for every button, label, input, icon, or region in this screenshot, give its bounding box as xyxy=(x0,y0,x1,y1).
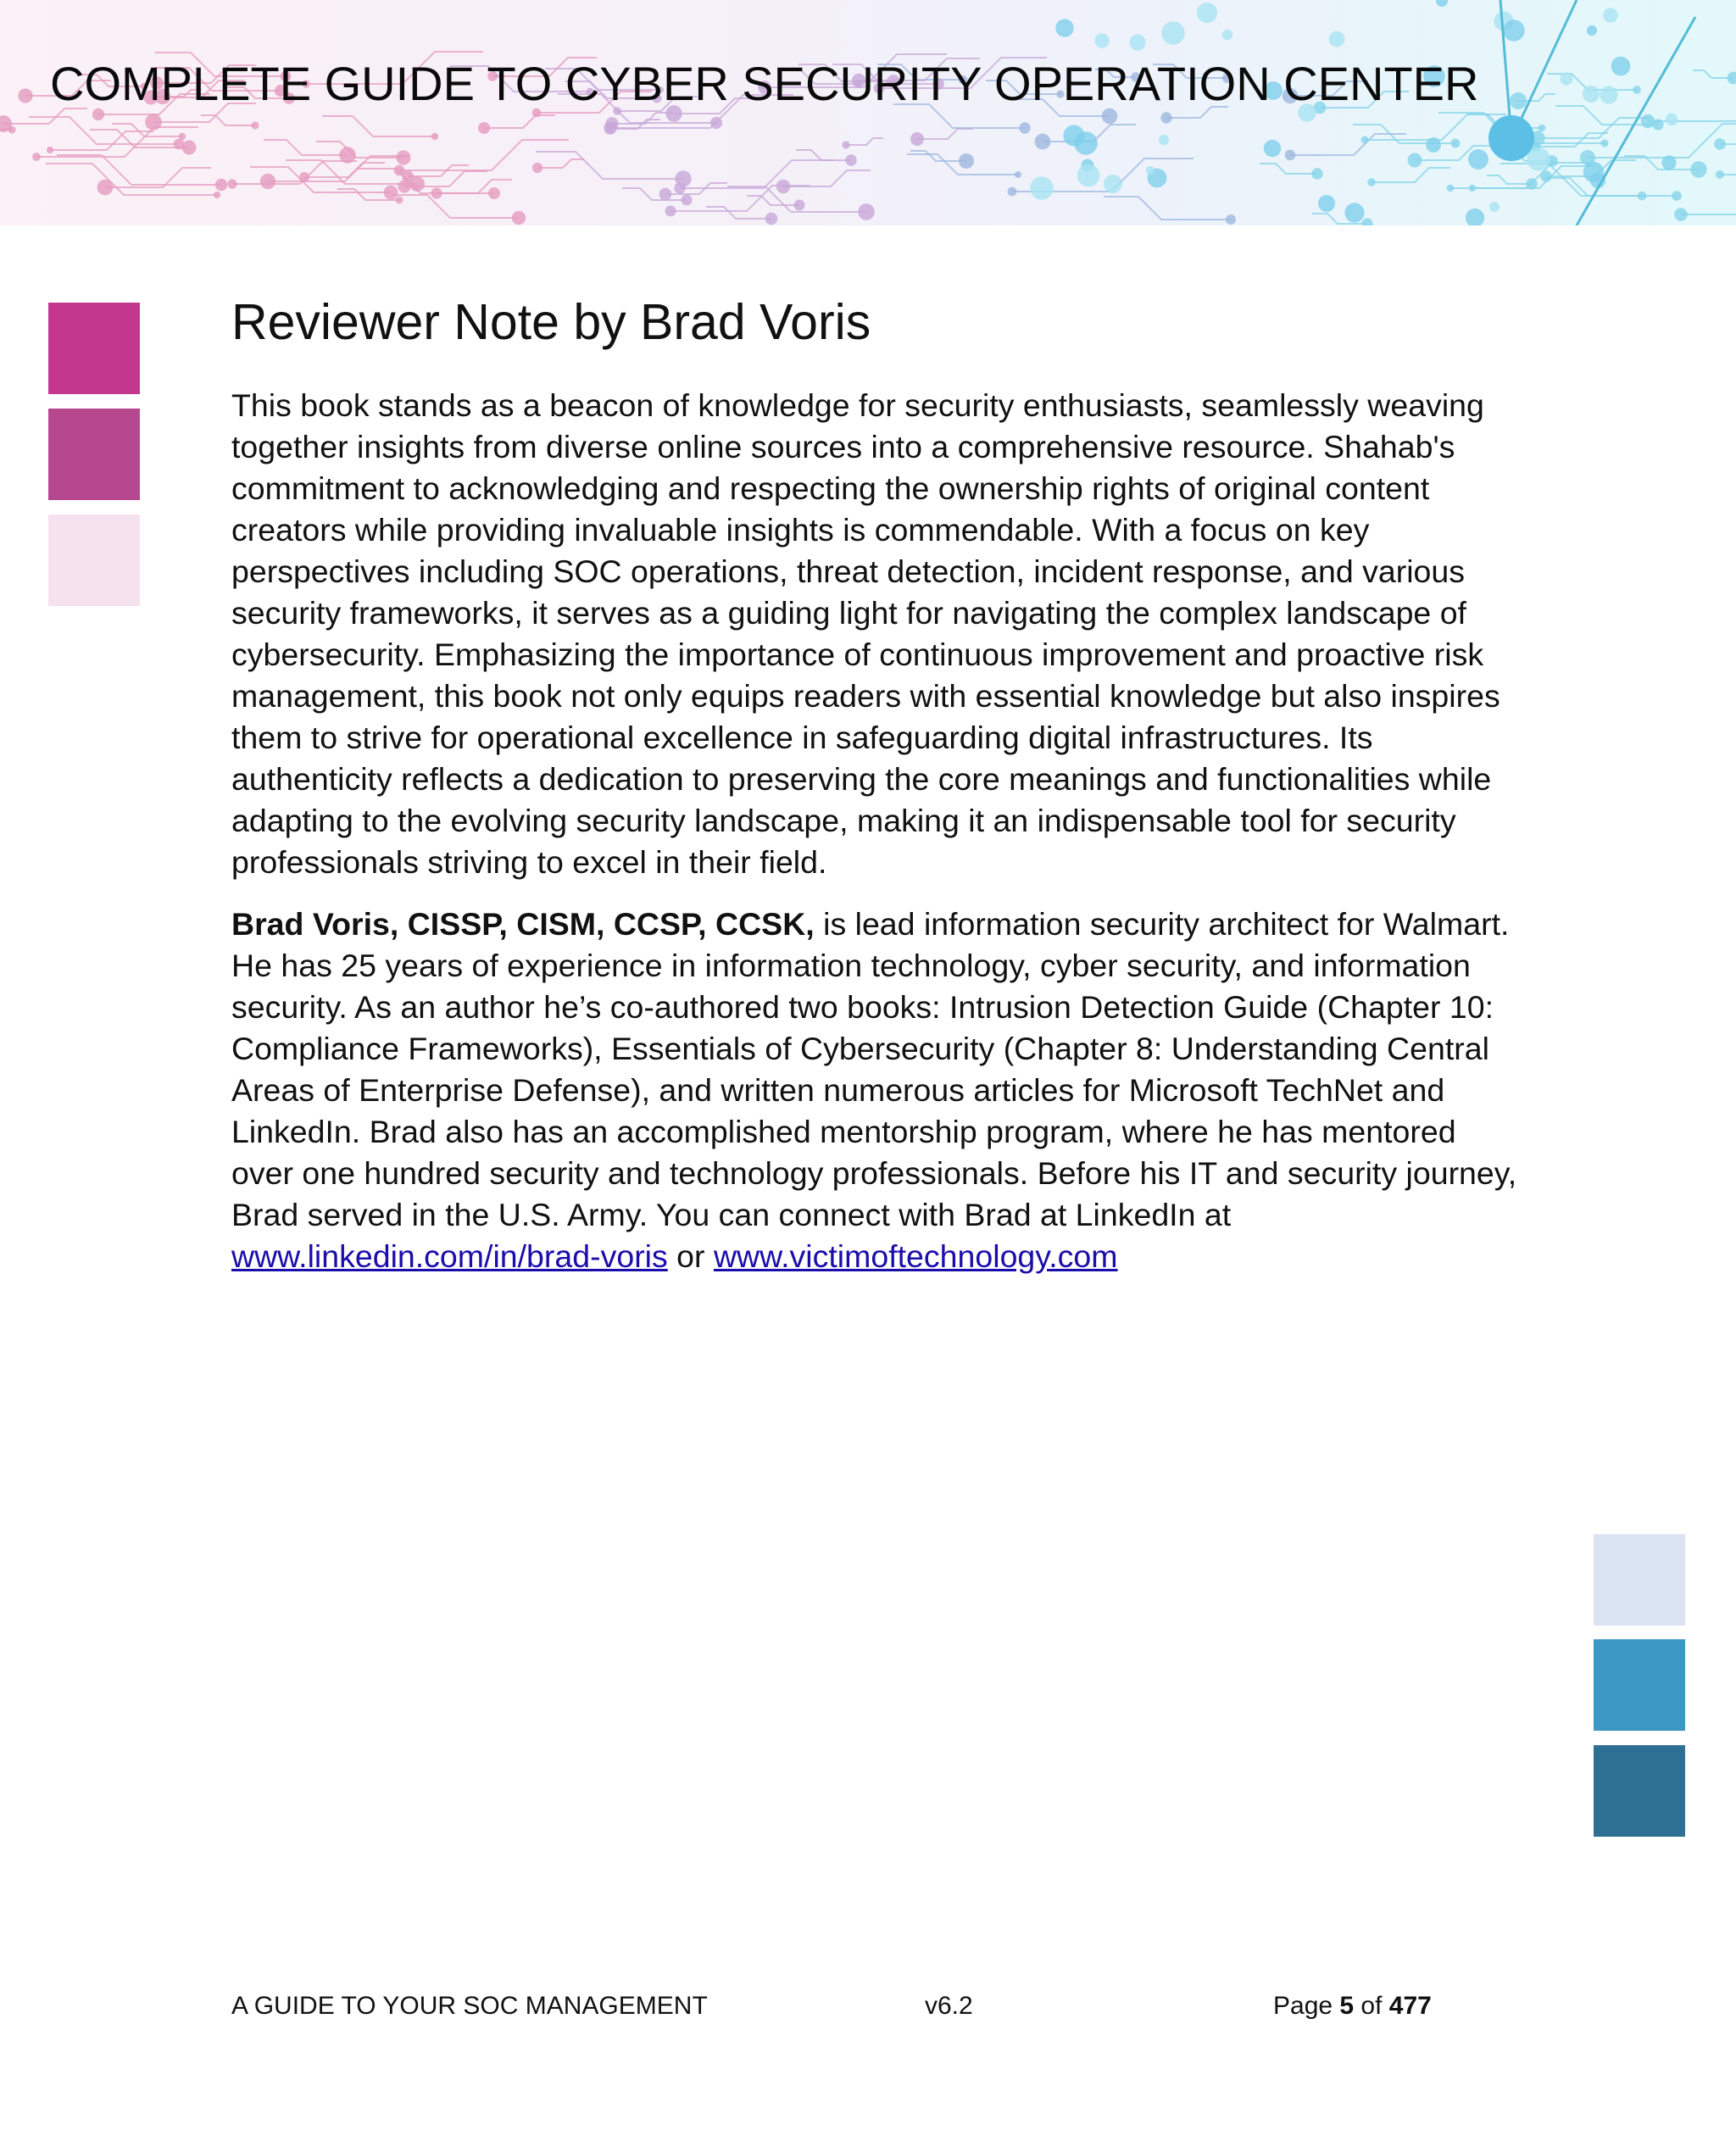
review-paragraph: This book stands as a beacon of knowledge for security enthusiasts, seamlessly weaving together insights from diverse online sources into a comprehensive resource. Shahab's commitment to acknowledging and respecting the ownership rights of original content creators while providing invaluable insights is commendable. With a focus on key perspectives including SOC operations, threat detection, incident response, and various security frameworks, it serves as a guiding light for navigating the complex landscape of cybersecurity. Emphasizing the importance of continuous improvement and proactive risk management, this book not only equips readers with essential knowledge but also inspires them to strive for operational excellence in safeguarding digital infrastructures. Its authenticity reflects a dedication to preserving the core meanings and functionalities while adapting to the evolving security landscape, making it an indispensable tool for security professionals striving to excel in their field. xyxy=(231,387,1500,880)
decorative-square-light-blue xyxy=(1594,1534,1685,1626)
page-separator: of xyxy=(1354,1992,1389,2020)
document-title: COMPLETE GUIDE TO CYBER SECURITY OPERATION CENTER xyxy=(50,57,1479,110)
header-banner xyxy=(0,0,1736,225)
footer-page-number xyxy=(1273,1992,1432,2021)
decorative-square-light-pink xyxy=(48,514,140,606)
page-footer xyxy=(231,1992,1435,2029)
decorative-square-purple xyxy=(48,409,140,500)
page-prefix: Page xyxy=(1273,1992,1340,2020)
footer-version: v6.2 xyxy=(925,1992,973,2020)
link-connector: or xyxy=(667,1238,714,1274)
linkedin-link[interactable]: www.linkedin.com/in/brad-voris xyxy=(231,1238,668,1274)
author-bio-paragraph xyxy=(231,904,1520,1277)
footer-guide-title: A GUIDE TO YOUR SOC MANAGEMENT xyxy=(231,1992,708,2020)
decorative-square-blue xyxy=(1594,1639,1685,1731)
main-content xyxy=(231,288,1520,1298)
section-heading: Reviewer Note by Brad Voris xyxy=(231,294,871,350)
decorative-square-dark-blue xyxy=(1594,1745,1685,1837)
page-total: 477 xyxy=(1388,1992,1432,2020)
website-link[interactable]: www.victimoftechnology.com xyxy=(713,1238,1118,1274)
circuit-background-graphic xyxy=(0,0,1736,225)
author-name: Brad Voris, CISSP, CISM, CCSP, CCSK, xyxy=(231,906,815,942)
author-bio-text: is lead information security architect for Walmart. He has 25 years of experience in information technology, cyber security, and information security. As an author he’s co-authored two books: Intrusion Detection Guide (Chapter 10: Compliance Frameworks), Essentials of Cybersecurity (Chapter 8: Understanding Central Areas of Enterprise Defense), and written numerous articles for Microsoft TechNet and LinkedIn. Brad also has an accomplished mentorship program, where he has mentored over one hundred security and technology professionals. Before his IT and security journey, Brad served in the U.S. Army. You can connect with Brad at LinkedIn at xyxy=(231,906,1517,1232)
decorative-square-magenta xyxy=(48,303,140,394)
page-current: 5 xyxy=(1339,1992,1355,2020)
